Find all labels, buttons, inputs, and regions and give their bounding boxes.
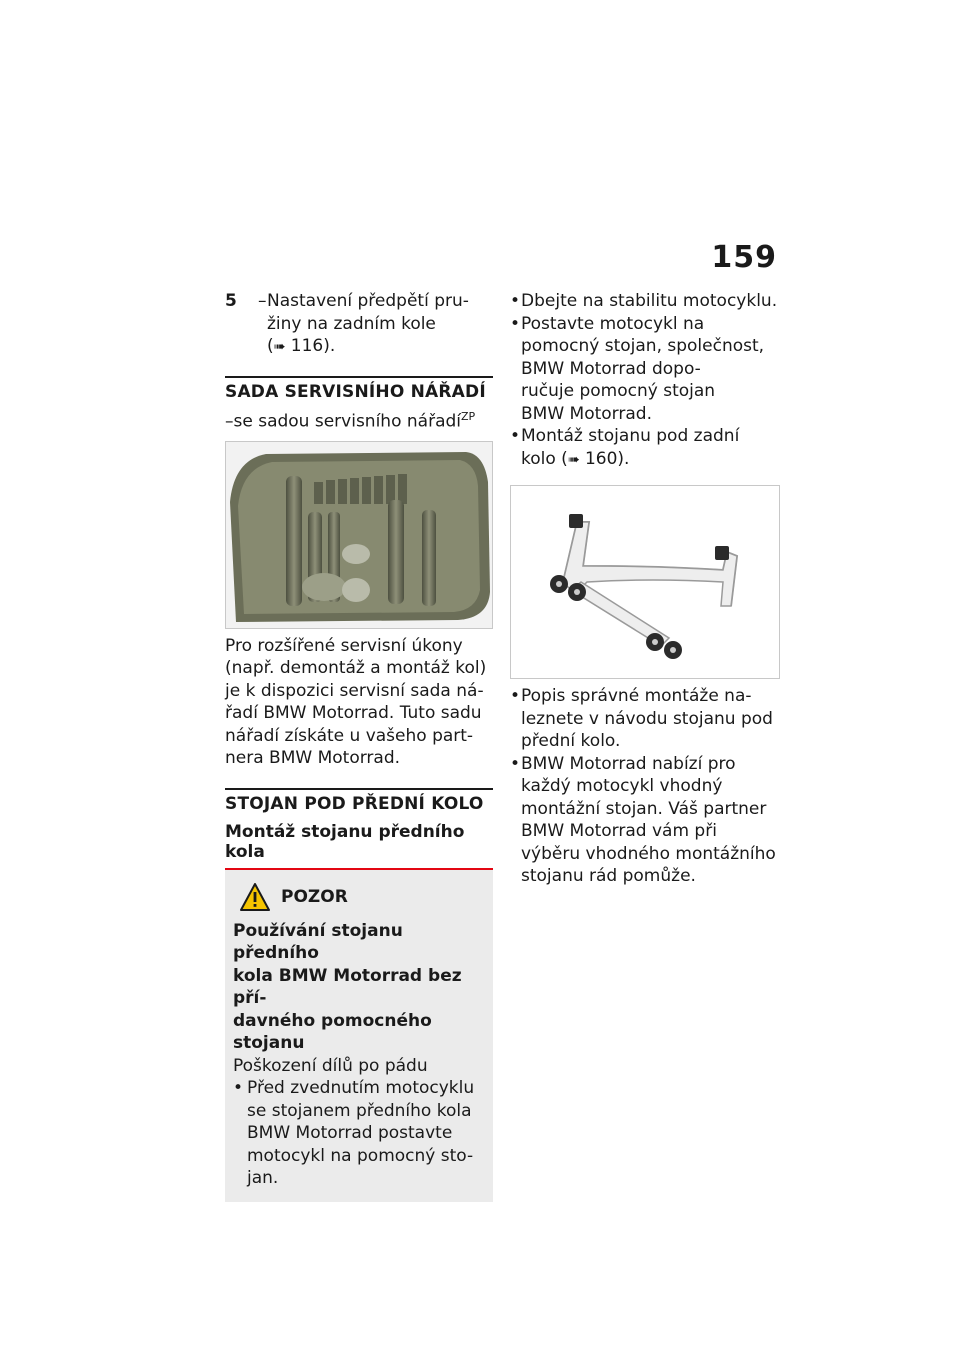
bullet-item: • Dbejte na stabilitu motocyklu. — [510, 290, 782, 313]
left-column — [225, 290, 493, 1202]
page-ref[interactable]: kolo (➠ 160). — [521, 448, 630, 469]
page-ref-arrow-icon: ➠ — [567, 451, 580, 468]
warning-triangle-icon — [239, 882, 271, 912]
item-line-2: žiny na zadním kole — [267, 313, 436, 334]
warning-title: POZOR — [281, 886, 348, 907]
item-number: 5 — [225, 291, 237, 311]
toolkit-paragraph: Pro rozšířené servisní úkony (např. demontáž a montáž kol) je k dispozici servisní sada ná- řadí BMW Motorrad. Tuto sadu nářadí získáte u vašeho part- nera BMW Motorrad. — [225, 635, 487, 769]
bullet-list-top — [510, 290, 782, 471]
page-ref-arrow-icon: ➠ — [273, 339, 286, 355]
section-heading-toolkit: SADA SERVISNÍHO NÁŘADÍ — [225, 381, 486, 402]
bullet-item: • Montáž stojanu pod zadní kolo (➠ 160). — [510, 425, 782, 471]
warning-box: POZOR Používání stojanu předního kola BMW Motorrad bez pří- davného pomocného stojanu Poškození dílů po pádu • Před zvednutím motocyklu se stojanem předního kola BMW Motorrad postavte motocykl na pomocný sto- jan. — [225, 870, 493, 1202]
warning-bullet: • Před zvednutím motocyklu se stojanem předního kola BMW Motorrad postavte motocykl na pomocný sto- jan. — [233, 1077, 485, 1190]
front-stand-image — [510, 485, 780, 679]
toolkit-subline: –se sadou servisního nářadí$^{ZP}$ — [225, 409, 476, 432]
item-dash: – — [258, 291, 267, 311]
item-ref[interactable]: (➠ 116). — [267, 336, 336, 356]
front-stand-illustration — [511, 486, 779, 678]
bullet-list-bottom — [510, 685, 782, 888]
right-column — [510, 290, 782, 888]
page-number: 159 — [711, 240, 777, 275]
item-5 — [225, 290, 493, 359]
zp-marker: ZP — [461, 409, 476, 423]
section-heading-stand: STOJAN POD PŘEDNÍ KOLO — [225, 793, 484, 814]
bullet-item: • Postavte motocykl na pomocný stojan, společnost, BMW Motorrad dopo- ručuje pomocný stojan BMW Motorrad. — [510, 313, 782, 426]
warning-header — [233, 882, 485, 912]
warning-bullet-list — [233, 1077, 485, 1190]
section-rule — [225, 376, 493, 378]
bullet-item: • BMW Motorrad nabízí pro každý motocykl vhodný montážní stojan. Váš partner BMW Motorrad vám při výběru vhodného montážního stojanu rád pomůže. — [510, 753, 782, 888]
item-line-1: Nastavení předpětí pru- — [267, 291, 469, 311]
toolkit-illustration — [226, 442, 492, 628]
subheading-stand-mount: Montáž stojanu předního kola — [225, 821, 465, 862]
section-rule — [225, 788, 493, 790]
toolkit-image — [225, 441, 493, 629]
warning-consequence: Poškození dílů po pádu — [233, 1055, 428, 1076]
bullet-item: • Popis správné montáže na- leznete v návodu stojanu pod přední kolo. — [510, 685, 782, 753]
